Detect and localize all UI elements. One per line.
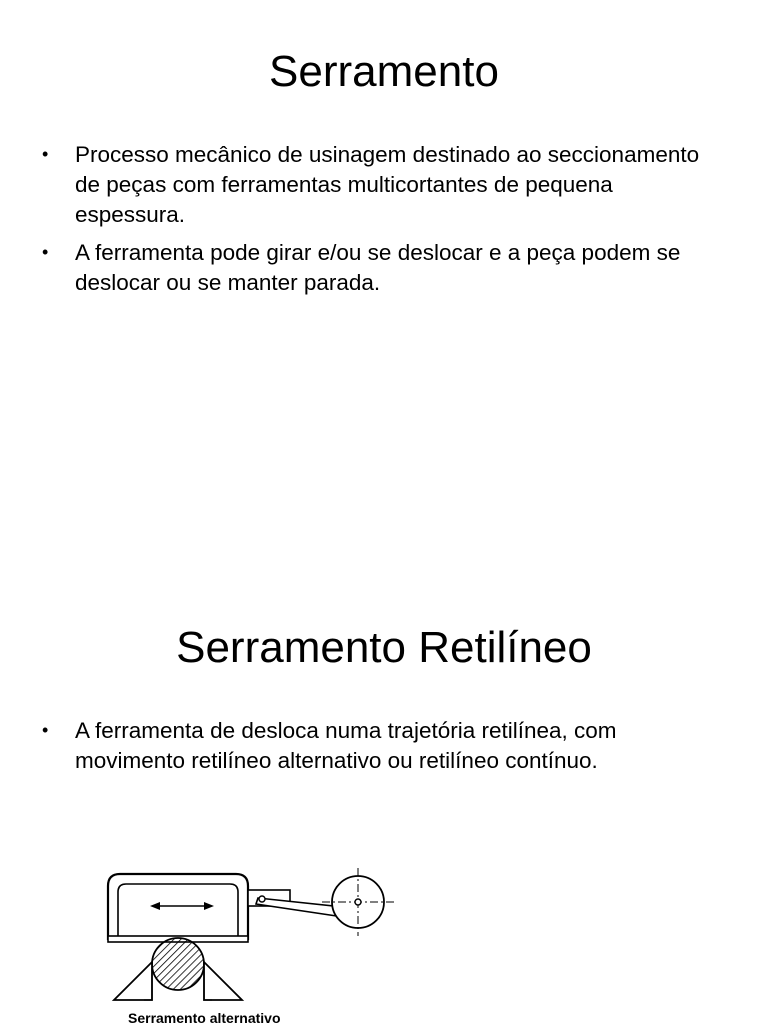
bullet-text: A ferramenta pode girar e/ou se deslocar e a peça podem se deslocar ou se manter parada. bbox=[75, 240, 681, 295]
bullet-text: Processo mecânico de usinagem destinado ao seccionamento de peças com ferramentas multicortantes de pequena espessura. bbox=[75, 142, 700, 227]
slide-title: Serramento Retilíneo bbox=[176, 623, 592, 672]
figure-caption: Serramento alternativo bbox=[128, 1010, 281, 1026]
bullet-icon: • bbox=[42, 144, 49, 164]
slide-title: Serramento bbox=[269, 47, 499, 96]
bullet-list bbox=[42, 140, 722, 306]
bullet-icon: • bbox=[42, 242, 49, 262]
bullet-text: A ferramenta de desloca numa trajetória retilínea, com movimento retilíneo alternativo ou retilíneo contínuo. bbox=[75, 718, 617, 773]
slide-serramento-retilineo bbox=[0, 576, 768, 1024]
hacksaw-mechanism-diagram-icon bbox=[100, 864, 400, 1010]
bullet-item bbox=[42, 140, 722, 230]
hacksaw-figure bbox=[100, 864, 400, 1024]
bullet-item bbox=[42, 716, 722, 776]
bullet-list bbox=[42, 716, 722, 784]
bullet-icon: • bbox=[42, 720, 49, 740]
bullet-item bbox=[42, 238, 722, 298]
